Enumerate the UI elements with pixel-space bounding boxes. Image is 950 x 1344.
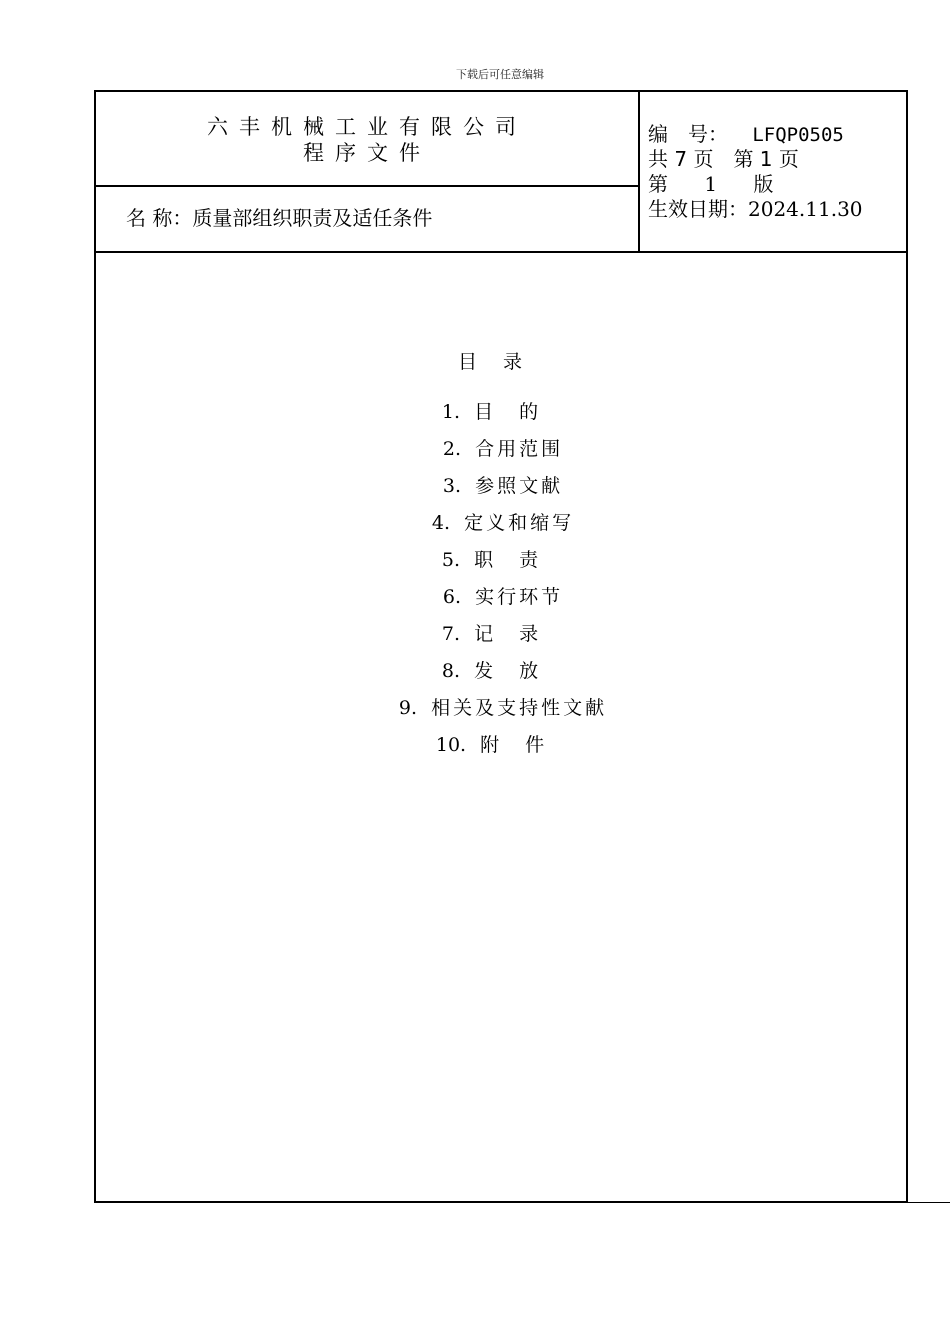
- header-divider-vertical: [638, 92, 640, 252]
- edition-suffix: 版: [753, 172, 774, 196]
- toc-item-number: 2.: [442, 438, 462, 460]
- toc-item: [96, 548, 910, 572]
- effective-date-value: 2024.11.30: [748, 197, 863, 221]
- page-count: 共 7 页 第 1 页: [648, 147, 799, 171]
- document-type: 程序文件: [303, 141, 431, 165]
- toc-item-number: 8.: [441, 660, 461, 682]
- header-bottom-rule: [96, 251, 906, 253]
- doc-code-label: 编 号：: [648, 122, 728, 146]
- toc-item-text: 实行环节: [475, 586, 564, 608]
- toc-item: [96, 733, 910, 757]
- effective-date-label: 生效日期：: [648, 197, 748, 221]
- toc-item-number: 10.: [435, 734, 467, 756]
- page-edge-rule: [908, 1202, 950, 1203]
- toc-item-number: 3.: [442, 475, 462, 497]
- edition-value: 1: [704, 172, 718, 196]
- header-divider-horizontal: [96, 185, 638, 187]
- toc-item-text: 参照文献: [475, 475, 564, 497]
- toc-item-text: 职责: [474, 549, 565, 571]
- toc-item: [96, 622, 910, 646]
- edition-label: 第: [648, 172, 668, 196]
- edition-row: [648, 172, 903, 197]
- toc-item-text: 合用范围: [475, 438, 564, 460]
- toc-item: [96, 400, 910, 424]
- toc-item-number: 4.: [431, 512, 451, 534]
- toc-item: [96, 659, 910, 683]
- toc-item: [96, 474, 910, 498]
- document-frame: [94, 90, 908, 1203]
- toc-item-number: 7.: [441, 623, 461, 645]
- toc-item: [96, 585, 910, 609]
- toc-item: [96, 696, 910, 720]
- toc-item-number: 6.: [442, 586, 462, 608]
- toc-item-number: 9.: [398, 697, 418, 719]
- company-name: 六丰机械工业有限公司: [207, 115, 527, 139]
- effective-date-row: [648, 197, 903, 222]
- download-note: 下载后可任意编辑: [456, 68, 544, 81]
- toc-item-text: 目的: [474, 401, 565, 423]
- toc-item-text: 定义和缩写: [464, 512, 575, 534]
- toc-item-number: 1.: [441, 401, 461, 423]
- document-title-value: 质量部组织职责及适任条件: [192, 206, 433, 230]
- toc-item-text: 附件: [480, 734, 571, 756]
- toc-item-number: 5.: [441, 549, 461, 571]
- toc-item: [96, 437, 910, 461]
- document-title-label: 名 称：: [126, 206, 193, 230]
- doc-code-row: [648, 122, 903, 147]
- toc-item-text: 记录: [474, 623, 565, 645]
- document-meta: [648, 122, 903, 222]
- toc-item-text: 相关及支持性文献: [431, 697, 608, 719]
- toc-title: 目录: [457, 351, 548, 373]
- toc-item-text: 发放: [474, 660, 565, 682]
- doc-code-value: LFQP0505: [752, 124, 844, 146]
- document-title: [126, 205, 432, 231]
- toc-item: [96, 511, 910, 535]
